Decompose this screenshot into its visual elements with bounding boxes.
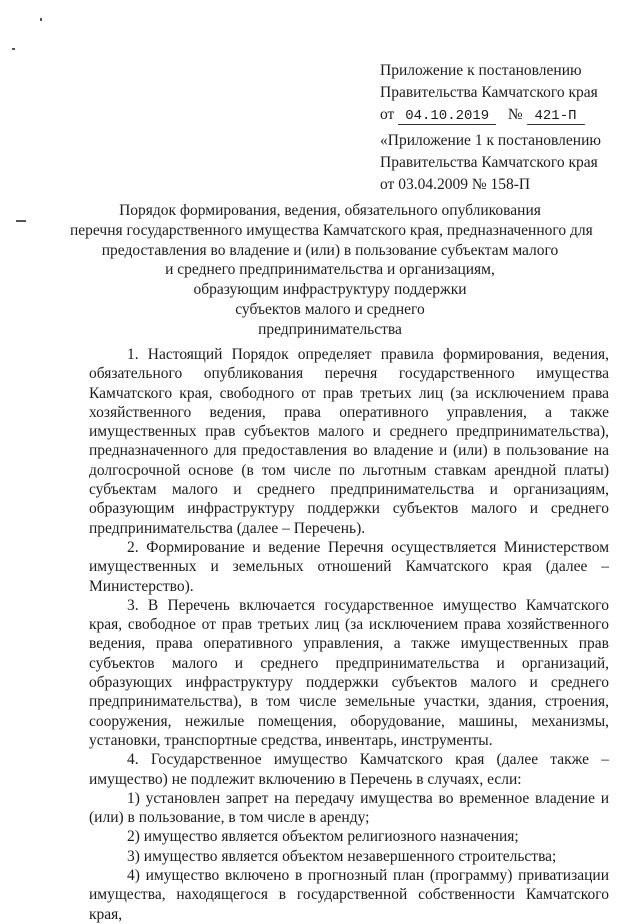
annex-ref-line: от 03.04.2009 № 158-П bbox=[380, 176, 531, 193]
title-line: образующим инфраструктуру поддержки bbox=[193, 281, 467, 299]
handwritten-number: 421-П bbox=[527, 108, 585, 125]
annex-date-line bbox=[380, 104, 598, 126]
paragraph-2: 2. Формирование и ведение Перечня осуществляется Министерством имущественных и земельных отношений Камчатского края (далее – Министерство). bbox=[89, 538, 609, 595]
subitem-1: 1) установлен запрет на передачу имущества во временное владение и (или) в пользование, в том числе в аренду; bbox=[89, 789, 609, 827]
paragraph-1: 1. Настоящий Порядок определяет правила формирования, ведения, обязательного опубликования перечня государственного имущества Камчатского края, свободного от прав третьих лиц (за исключением права хозяйственного ведения, права оперативного управления, а также имущественных прав субъектов малого и среднего предпринимательства), предназначенного для предоставления во владение и (или) в пользование на долгосрочной основе (в том числе по льготным ставкам арендной платы) субъектам малого и среднего предпринимательства и организациям, образующим инфраструктуру поддержки субъектов малого и среднего предпринимательства (далее – Перечень). bbox=[89, 346, 609, 537]
paragraph-4: 4. Государственное имущество Камчатского края (далее также – имущество) не подлежит включению в Перечень в случаях, если: bbox=[89, 751, 609, 788]
date-prefix: от bbox=[380, 106, 395, 123]
scan-mark bbox=[16, 220, 26, 222]
subitem-4: 4) имущество включено в прогнозный план (программу) приватизации имущества, находящегося в государственной собственности Камчатского края, bbox=[89, 867, 609, 923]
title-line: субъектов малого и среднего bbox=[235, 300, 425, 318]
handwritten-date: 04.10.2019 bbox=[398, 108, 496, 125]
title-line: предпринимательства bbox=[258, 320, 402, 338]
annex-ref-line: «Приложение 1 к постановлению bbox=[380, 132, 601, 149]
document-body bbox=[89, 345, 609, 924]
scan-mark bbox=[40, 18, 42, 21]
document-title bbox=[70, 201, 593, 340]
annex-header bbox=[380, 60, 598, 126]
annex-reference bbox=[380, 130, 601, 196]
title-line: и среднего предпринимательства и организациям, bbox=[165, 261, 495, 279]
title-line: Порядок формирования, ведения, обязательного опубликования bbox=[119, 202, 541, 219]
paragraph-3: 3. В Перечень включается государственное имущество Камчатского края, свободное от прав третьих лиц (за исключением права хозяйственного ведения, права оперативного управления, а также имущественных прав субъектов малого и среднего предпринимательства и организаций, образующих инфраструктуру поддержки субъектов малого и среднего предпринимательства), в том числе земельные участки, здания, строения, сооружения, нежилые помещения, оборудование, машины, механизмы, установки, транспортные средства, инвентарь, инструменты. bbox=[89, 596, 609, 749]
title-line: перечня государственного имущества Камчатского края, предназначенного для bbox=[70, 221, 593, 239]
number-sign: № bbox=[507, 106, 523, 123]
title-line: предоставления во владение и (или) в пользование субъектам малого bbox=[101, 241, 559, 259]
annex-ref-line: Правительства Камчатского края bbox=[380, 154, 598, 171]
annex-line: Правительства Камчатского края bbox=[380, 84, 598, 101]
annex-line: Приложение к постановлению bbox=[380, 62, 582, 79]
scan-mark bbox=[12, 48, 15, 50]
subitem-3: 3) имущество является объектом незавершенного строительства; bbox=[127, 847, 557, 865]
subitem-2: 2) имущество является объектом религиозного назначения; bbox=[127, 828, 519, 846]
